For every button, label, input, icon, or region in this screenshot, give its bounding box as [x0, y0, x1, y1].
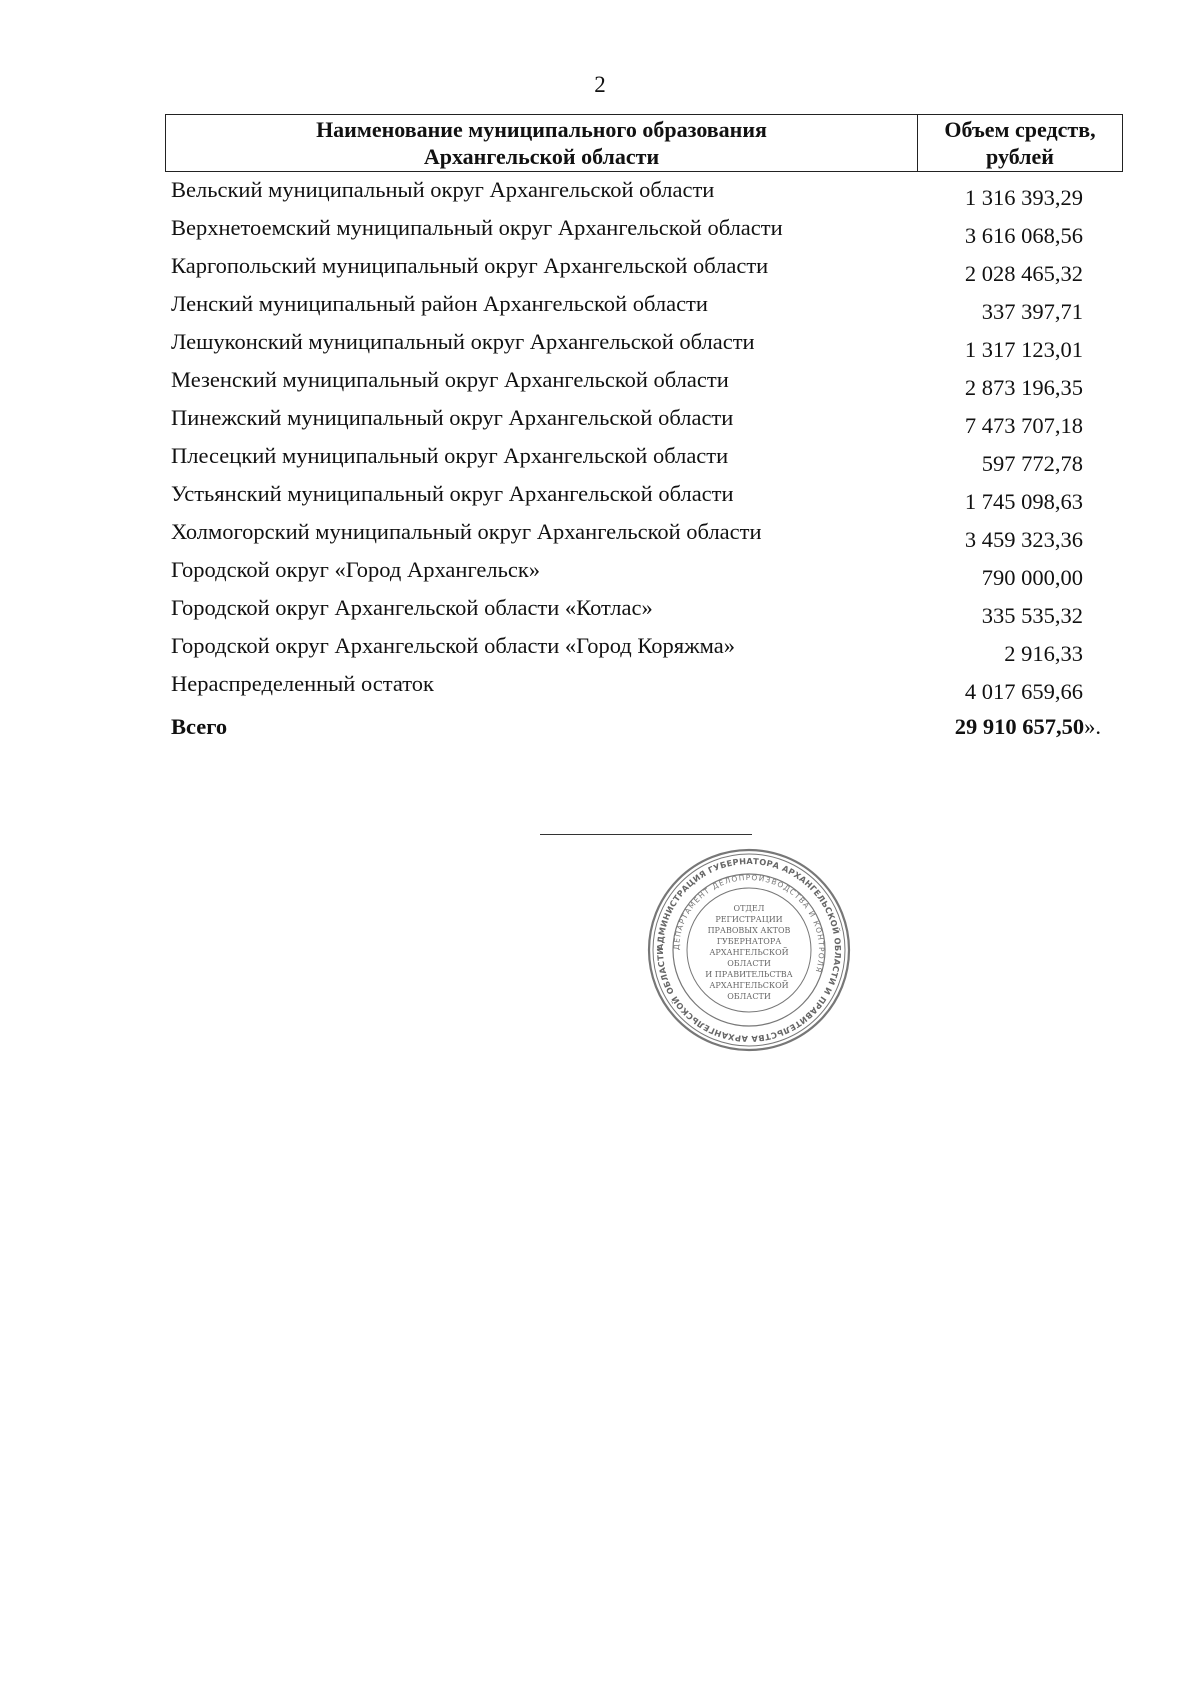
table-row — [171, 480, 1171, 518]
table-body — [171, 176, 1171, 746]
row-amount: 7 473 707,18 — [964, 413, 1083, 438]
row-name: Мезенский муниципальный округ Архангельской области — [171, 367, 729, 392]
row-amount: 790 000,00 — [981, 565, 1083, 590]
column-header-amount — [918, 115, 1122, 171]
table-row — [171, 290, 1171, 328]
total-amount-cell — [955, 714, 1101, 740]
row-amount: 597 772,78 — [981, 451, 1083, 476]
row-amount: 335 535,32 — [981, 603, 1083, 628]
seal-center-line: РЕГИСТРАЦИИ — [715, 915, 783, 924]
row-name: Холмогорский муниципальный округ Архангельской области — [171, 519, 762, 544]
column-header-amount-line2: рублей — [986, 144, 1054, 169]
column-header-name-line2: Архангельской области — [423, 144, 660, 169]
total-amount: 29 910 657,50 — [954, 714, 1085, 739]
closing-quote: ». — [1084, 714, 1101, 739]
column-header-name — [166, 115, 918, 171]
seal-inner-ring-text: ДЕПАРТАМЕНТ ДЕЛОПРОИЗВОДСТВА И КОНТРОЛЯ — [671, 872, 827, 975]
row-amount: 337 397,71 — [981, 299, 1083, 324]
table-row — [171, 366, 1171, 404]
row-name: Устьянский муниципальный округ Архангельской области — [171, 481, 734, 506]
row-name: Вельский муниципальный округ Архангельской области — [171, 177, 715, 202]
row-name: Городской округ «Город Архангельск» — [171, 557, 541, 582]
seal-ring-text: АДМИНИСТРАЦИЯ ГУБЕРНАТОРА АРХАНГЕЛЬСКОЙ ОБЛАСТИ И ПРАВИТЕЛЬСТВА АРХАНГЕЛЬСКОЙ ОБЛАСТИ — [654, 855, 844, 1045]
row-amount: 1 745 098,63 — [964, 489, 1083, 514]
table-row — [171, 518, 1171, 556]
seal-center-line: ПРАВОВЫХ АКТОВ — [707, 926, 791, 935]
signature-line — [540, 834, 752, 835]
seal-center-line: АРХАНГЕЛЬСКОЙ — [709, 948, 789, 957]
row-name: Пинежский муниципальный округ Архангельской области — [171, 405, 734, 430]
table-row — [171, 328, 1171, 366]
row-name: Верхнетоемский муниципальный округ Архангельской области — [171, 215, 783, 240]
row-amount: 3 459 323,36 — [964, 527, 1083, 552]
column-header-name-line1: Наименование муниципального образования — [316, 117, 767, 142]
row-name: Ленский муниципальный район Архангельской области — [171, 291, 708, 316]
column-header-amount-line1: Объем средств, — [944, 117, 1096, 142]
total-label: Всего — [171, 714, 228, 739]
row-amount: 2 873 196,35 — [964, 375, 1083, 400]
row-name: Нераспределенный остаток — [171, 671, 434, 696]
table-row — [171, 556, 1171, 594]
row-amount: 3 616 068,56 — [964, 223, 1083, 248]
row-name: Городской округ Архангельской области «Город Коряжма» — [171, 633, 735, 658]
row-amount: 1 317 123,01 — [964, 337, 1083, 362]
table-row — [171, 594, 1171, 632]
table-row — [171, 214, 1171, 252]
total-row — [171, 708, 1171, 746]
table-row — [171, 252, 1171, 290]
seal-center-line: ОТДЕЛ — [733, 904, 765, 913]
row-amount: 2 028 465,32 — [964, 261, 1083, 286]
seal-center-text — [705, 904, 792, 1001]
seal-center-line: ОБЛАСТИ — [727, 992, 771, 1001]
row-amount: 1 316 393,29 — [964, 185, 1083, 210]
row-name: Каргопольский муниципальный округ Архангельской области — [171, 253, 769, 278]
page-number: 2 — [594, 72, 606, 97]
table-row — [171, 670, 1171, 708]
row-name: Городской округ Архангельской области «Котлас» — [171, 595, 653, 620]
table-row — [171, 442, 1171, 480]
row-name: Плесецкий муниципальный округ Архангельской области — [171, 443, 729, 468]
seal-center-line: И ПРАВИТЕЛЬСТВА — [705, 970, 793, 979]
table-header — [165, 114, 1123, 172]
seal-center-line: АРХАНГЕЛЬСКОЙ — [709, 981, 789, 990]
row-amount: 4 017 659,66 — [964, 679, 1083, 704]
official-seal-stamp — [644, 845, 854, 1055]
table-row — [171, 404, 1171, 442]
table-row — [171, 632, 1171, 670]
table-row — [171, 176, 1171, 214]
row-name: Лешуконский муниципальный округ Архангельской области — [171, 329, 755, 354]
row-amount: 2 916,33 — [1004, 641, 1083, 666]
seal-center-line: ОБЛАСТИ — [727, 959, 771, 968]
seal-center-line: ГУБЕРНАТОРА — [716, 937, 782, 946]
